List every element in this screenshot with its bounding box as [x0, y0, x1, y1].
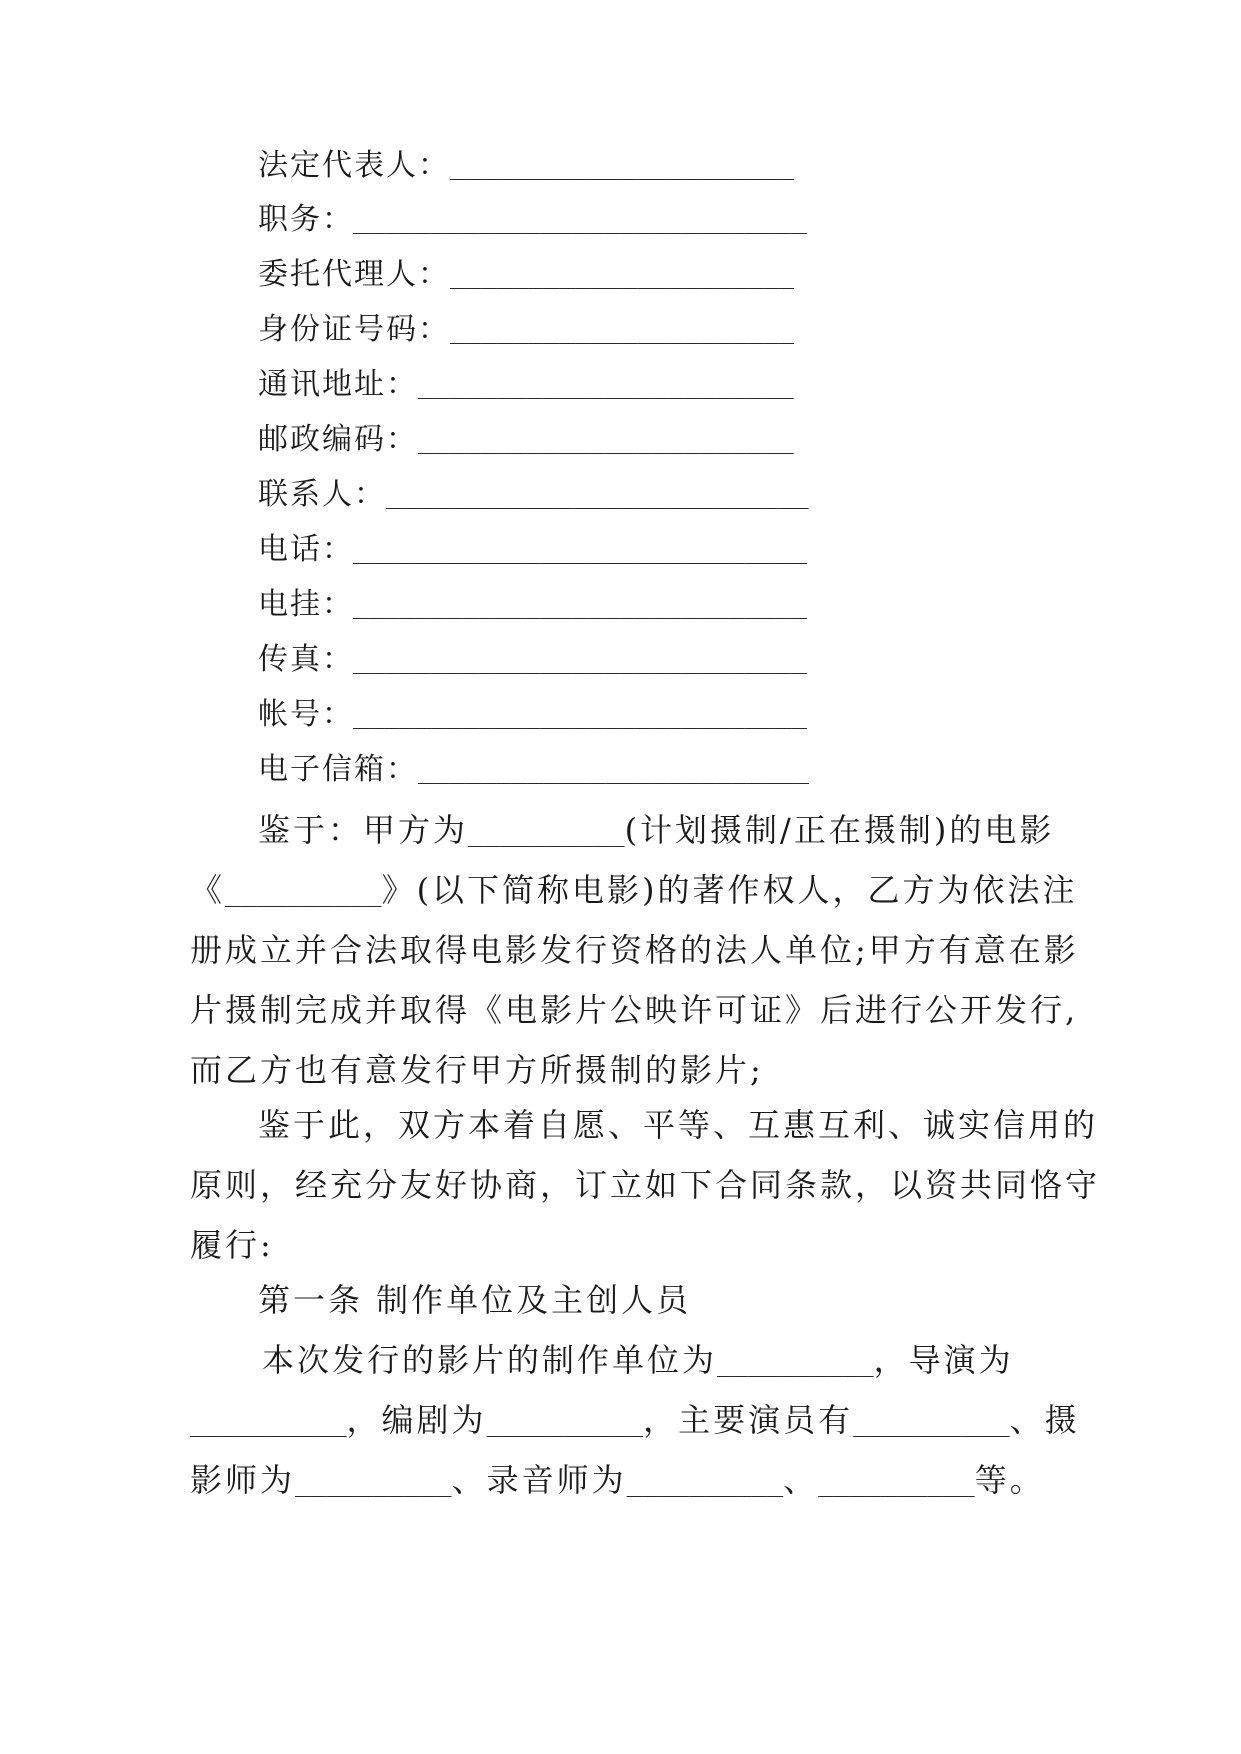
- field-blank: _____________________________: [353, 590, 807, 620]
- field-authorized-agent: [258, 255, 795, 295]
- text-segment: 、摄: [1009, 1401, 1080, 1439]
- field-label: 电子信箱：: [258, 752, 418, 787]
- text-segment: ，导演为: [873, 1341, 1014, 1379]
- preamble-line-4: 片摄制完成并取得《电影片公映许可证》后进行公开发行,: [190, 991, 1079, 1029]
- blank-production-unit: __________: [717, 1348, 874, 1378]
- field-label: 电挂：: [258, 587, 354, 622]
- text-segment: 《: [190, 871, 226, 909]
- field-blank: ________________________: [418, 425, 794, 455]
- principle-line-2: 原则，经充分友好协商，订立如下合同条款，以资共同恪守: [190, 1166, 1101, 1204]
- article-1: [190, 1270, 1080, 1510]
- field-blank: ______________________: [450, 315, 795, 345]
- field-telephone: [258, 530, 807, 570]
- field-blank: _____________________________: [353, 535, 807, 565]
- preamble-line-5: 而乙方也有意发行甲方所摄制的影片;: [190, 1051, 764, 1089]
- field-label: 联系人：: [258, 477, 386, 512]
- field-label: 电话：: [258, 532, 354, 567]
- principle-line-3: 履行:: [190, 1226, 274, 1264]
- text-segment: 、: [783, 1461, 819, 1499]
- text-segment: 》(以下简称电影)的著作权人，乙方为依法注: [381, 871, 1078, 909]
- field-label: 邮政编码：: [258, 422, 418, 457]
- field-fax: [258, 640, 807, 680]
- text-segment: (计划摄制/正在摄制)的电影: [624, 811, 1055, 849]
- article-heading: 第一条 制作单位及主创人员: [258, 1281, 692, 1319]
- blank-film-producer: __________: [468, 818, 625, 848]
- field-blank: _____________________________: [353, 645, 807, 675]
- field-blank: _________________________: [418, 755, 810, 785]
- field-legal-representative: [258, 146, 795, 186]
- article-line-2: [190, 1390, 1080, 1450]
- blank-lead-actors: __________: [853, 1408, 1010, 1438]
- field-cable: [258, 585, 807, 625]
- field-blank: ___________________________: [386, 480, 809, 510]
- text-segment: ，主要演员有: [643, 1401, 854, 1439]
- blank-screenwriter: __________: [486, 1408, 644, 1438]
- field-blank: ________________________: [418, 370, 794, 400]
- field-blank: _____________________________: [353, 205, 807, 235]
- text-segment: 等。: [974, 1461, 1045, 1499]
- field-contact-person: [258, 475, 809, 515]
- field-mailing-address: [258, 365, 794, 405]
- preamble-line-2: [190, 860, 1078, 920]
- text-segment: 鉴于：甲方为: [258, 811, 469, 849]
- field-label: 法定代表人：: [258, 148, 450, 183]
- field-label: 帐号：: [258, 697, 354, 732]
- field-blank: ______________________: [450, 260, 795, 290]
- field-account-number: [258, 695, 807, 735]
- text-segment: 影师为: [190, 1461, 296, 1499]
- blank-other-crew: __________: [818, 1468, 975, 1498]
- preamble-paragraph: [190, 800, 1079, 1100]
- blank-director: __________: [190, 1408, 347, 1438]
- field-id-number: [258, 310, 795, 350]
- article-line-1: [190, 1330, 1070, 1390]
- preamble-line-1: [190, 800, 1070, 860]
- field-label: 传真：: [258, 642, 354, 677]
- preamble-line-3: 册成立并合法取得电影发行资格的法人单位;甲方有意在影: [190, 931, 1079, 969]
- field-postal-code: [258, 420, 794, 460]
- field-label: 委托代理人：: [258, 257, 450, 292]
- blank-cinematographer: __________: [295, 1468, 452, 1498]
- field-email: [258, 750, 810, 790]
- text-segment: 、录音师为: [451, 1461, 627, 1499]
- principle-paragraph: [190, 1095, 1101, 1275]
- field-blank: _____________________________: [353, 700, 807, 730]
- principle-line-1: 鉴于此，双方本着自愿、平等、互惠互利、诚实信用的: [258, 1106, 1099, 1144]
- blank-film-title: __________: [225, 878, 382, 908]
- field-blank: ______________________: [450, 151, 795, 181]
- field-label: 通讯地址：: [258, 367, 418, 402]
- field-label: 身份证号码：: [258, 312, 450, 347]
- field-label: 职务：: [258, 202, 354, 237]
- article-line-3: [190, 1450, 1070, 1510]
- text-segment: 本次发行的影片的制作单位为: [262, 1341, 718, 1379]
- field-position: [258, 200, 807, 240]
- blank-sound-recordist: __________: [626, 1468, 784, 1498]
- text-segment: ，编剧为: [346, 1401, 487, 1439]
